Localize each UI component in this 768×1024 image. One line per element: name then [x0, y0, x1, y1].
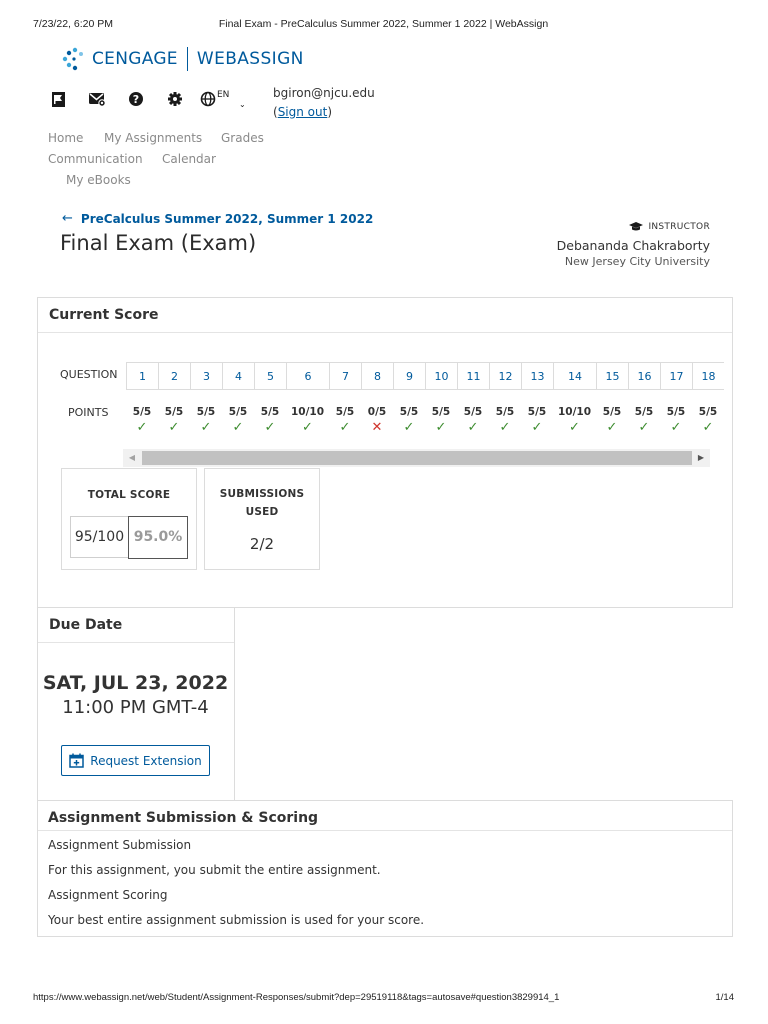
points-value: 5/5: [260, 406, 280, 418]
question-link-6[interactable]: 6: [286, 362, 329, 390]
points-row: [60, 406, 718, 442]
submissions-label-line1: SUBMISSIONS: [219, 488, 305, 500]
globe-icon: [200, 91, 216, 107]
points-value: 5/5: [698, 406, 718, 418]
submissions-label-line2: USED: [245, 506, 279, 518]
total-score-percent: 95.0%: [128, 516, 188, 559]
submission-text: For this assignment, you submit the entire assignment.: [48, 863, 381, 877]
nav-my-assignments[interactable]: My Assignments: [104, 131, 203, 145]
submission-scoring-heading: Assignment Submission & Scoring: [38, 801, 732, 831]
correct-check-icon: ✓: [232, 420, 244, 435]
print-timestamp: 7/23/22, 6:20 PM: [33, 18, 113, 30]
submissions-used-value: 2/2: [249, 535, 275, 553]
correct-check-icon: ✓: [302, 420, 313, 435]
question-points-2: [158, 406, 190, 435]
help-icon[interactable]: [126, 89, 146, 109]
instructor-name: Debananda Chakraborty: [556, 238, 710, 253]
instructor-label: INSTRUCTOR: [648, 222, 710, 232]
question-row: [60, 362, 716, 390]
points-value: 5/5: [463, 406, 483, 418]
scrollbar-thumb[interactable]: [142, 451, 692, 465]
question-points-15: [596, 406, 628, 435]
language-selector[interactable]: [200, 91, 229, 107]
question-link-3[interactable]: 3: [190, 362, 222, 390]
print-page-number: 1/14: [715, 992, 734, 1003]
question-link-2[interactable]: 2: [158, 362, 190, 390]
question-link-14[interactable]: 14: [553, 362, 596, 390]
back-arrow-icon: ←: [62, 211, 73, 226]
question-points-13: [521, 406, 553, 435]
question-points-3: [190, 406, 222, 435]
question-points-12: [489, 406, 521, 435]
cengage-logo-icon: [60, 46, 86, 72]
notifications-icon[interactable]: [48, 89, 68, 109]
points-value: 5/5: [495, 406, 515, 418]
question-link-9[interactable]: 9: [393, 362, 425, 390]
request-extension-label: Request Extension: [90, 753, 202, 768]
points-value: 5/5: [335, 406, 355, 418]
submissions-used-box: [204, 468, 320, 570]
question-link-4[interactable]: 4: [222, 362, 254, 390]
points-value: 10/10: [557, 406, 592, 418]
breadcrumb[interactable]: [62, 211, 373, 226]
graduation-cap-icon: [629, 222, 643, 232]
question-points-14: [553, 406, 596, 435]
points-value: 5/5: [527, 406, 547, 418]
question-points-11: [457, 406, 489, 435]
question-link-12[interactable]: 12: [489, 362, 521, 390]
instructor-info: [557, 222, 710, 268]
correct-check-icon: ✓: [264, 420, 276, 435]
instructor-university: New Jersey City University: [564, 255, 710, 268]
user-email: bgiron@njcu.edu: [273, 86, 375, 100]
question-score-grid: [60, 362, 718, 442]
due-date-heading: Due Date: [38, 608, 234, 643]
print-url: https://www.webassign.net/web/Student/Assignment-Responses/submit?dep=29519118&tags=autosave#question3829914_1: [33, 992, 560, 1003]
settings-icon[interactable]: [165, 89, 185, 109]
brand-logo[interactable]: [60, 44, 304, 74]
language-code: EN: [217, 90, 230, 100]
points-value: 0/5: [367, 406, 387, 418]
question-link-17[interactable]: 17: [660, 362, 692, 390]
question-points-8: [361, 406, 393, 435]
total-score-value: 95/100: [70, 516, 129, 558]
points-label: POINTS: [68, 406, 109, 419]
user-info: [273, 84, 375, 122]
question-link-8[interactable]: 8: [361, 362, 393, 390]
print-title: Final Exam - PreCalculus Summer 2022, Summer 1 2022 | WebAssign: [218, 18, 549, 30]
brand-product: WEBASSIGN: [196, 49, 304, 69]
messages-icon[interactable]: [87, 89, 107, 109]
breadcrumb-course: PreCalculus Summer 2022, Summer 1 2022: [80, 211, 374, 226]
nav-calendar[interactable]: Calendar: [162, 152, 216, 166]
question-points-16: [628, 406, 660, 435]
correct-check-icon: ✓: [569, 420, 580, 435]
question-link-16[interactable]: 16: [628, 362, 660, 390]
nav-communication[interactable]: Communication: [48, 152, 143, 166]
page-title: Final Exam (Exam): [60, 231, 257, 255]
print-header: [33, 18, 734, 32]
due-time-value: 11:00 PM GMT-4: [62, 697, 209, 718]
current-score-heading: Current Score: [38, 298, 732, 333]
correct-check-icon: ✓: [168, 420, 180, 435]
request-extension-button[interactable]: [61, 745, 210, 776]
brand-divider: [187, 47, 188, 71]
correct-check-icon: ✓: [702, 420, 714, 435]
correct-check-icon: ✓: [403, 420, 415, 435]
correct-check-icon: ✓: [638, 420, 650, 435]
print-footer: [33, 992, 734, 1006]
scoring-title: Assignment Scoring: [48, 888, 168, 902]
brand-company: CENGAGE: [92, 49, 178, 69]
correct-check-icon: ✓: [136, 420, 148, 435]
instructor-label-row: [557, 222, 710, 232]
calendar-add-icon: [69, 753, 84, 768]
points-value: 10/10: [290, 406, 325, 418]
nav-home[interactable]: Home: [48, 131, 84, 145]
horizontal-scrollbar[interactable]: [123, 449, 710, 467]
points-value: 5/5: [602, 406, 622, 418]
points-value: 5/5: [164, 406, 184, 418]
correct-check-icon: ✓: [499, 420, 511, 435]
question-link-13[interactable]: 13: [521, 362, 553, 390]
submission-title: Assignment Submission: [48, 838, 192, 852]
svg-text:?: ?: [132, 93, 140, 106]
utility-toolbar: [48, 88, 246, 110]
correct-check-icon: ✓: [200, 420, 212, 435]
sign-out-link[interactable]: Sign out: [277, 105, 328, 119]
correct-check-icon: ✓: [467, 420, 479, 435]
question-points-5: [254, 406, 286, 435]
question-points-6: [286, 406, 329, 435]
nav-grades[interactable]: Grades: [221, 131, 264, 145]
correct-check-icon: ✓: [670, 420, 682, 435]
question-points-17: [660, 406, 692, 435]
question-link-10[interactable]: 10: [425, 362, 457, 390]
scoring-text: Your best entire assignment submission is used for your score.: [48, 913, 425, 927]
sign-out-row: (Sign out): [273, 105, 333, 119]
scroll-left-icon[interactable]: ◀: [128, 453, 136, 462]
question-link-5[interactable]: 5: [254, 362, 286, 390]
question-link-15[interactable]: 15: [596, 362, 628, 390]
question-label: QUESTION: [60, 368, 118, 381]
question-points-10: [425, 406, 457, 435]
correct-check-icon: ✓: [339, 420, 351, 435]
question-link-11[interactable]: 11: [457, 362, 489, 390]
correct-check-icon: ✓: [606, 420, 618, 435]
question-points-4: [222, 406, 254, 435]
question-link-7[interactable]: 7: [329, 362, 361, 390]
question-points-1: [126, 406, 158, 435]
chevron-down-icon: ⌄: [239, 100, 246, 109]
question-link-1[interactable]: 1: [126, 362, 158, 390]
due-date-value: SAT, JUL 23, 2022: [42, 672, 229, 694]
points-value: 5/5: [431, 406, 451, 418]
question-points-18: [692, 406, 724, 435]
scroll-right-icon[interactable]: ▶: [697, 453, 705, 462]
points-value: 5/5: [634, 406, 654, 418]
correct-check-icon: ✓: [531, 420, 543, 435]
nav-my-ebooks[interactable]: My eBooks: [66, 173, 131, 187]
incorrect-x-icon: ✕: [371, 420, 383, 435]
points-value: 5/5: [228, 406, 248, 418]
points-value: 5/5: [399, 406, 419, 418]
question-points-7: [329, 406, 361, 435]
points-value: 5/5: [666, 406, 686, 418]
correct-check-icon: ✓: [435, 420, 447, 435]
question-link-18[interactable]: 18: [692, 362, 724, 390]
points-value: 5/5: [196, 406, 216, 418]
total-score-label: TOTAL SCORE: [87, 489, 171, 501]
question-points-9: [393, 406, 425, 435]
points-value: 5/5: [132, 406, 152, 418]
